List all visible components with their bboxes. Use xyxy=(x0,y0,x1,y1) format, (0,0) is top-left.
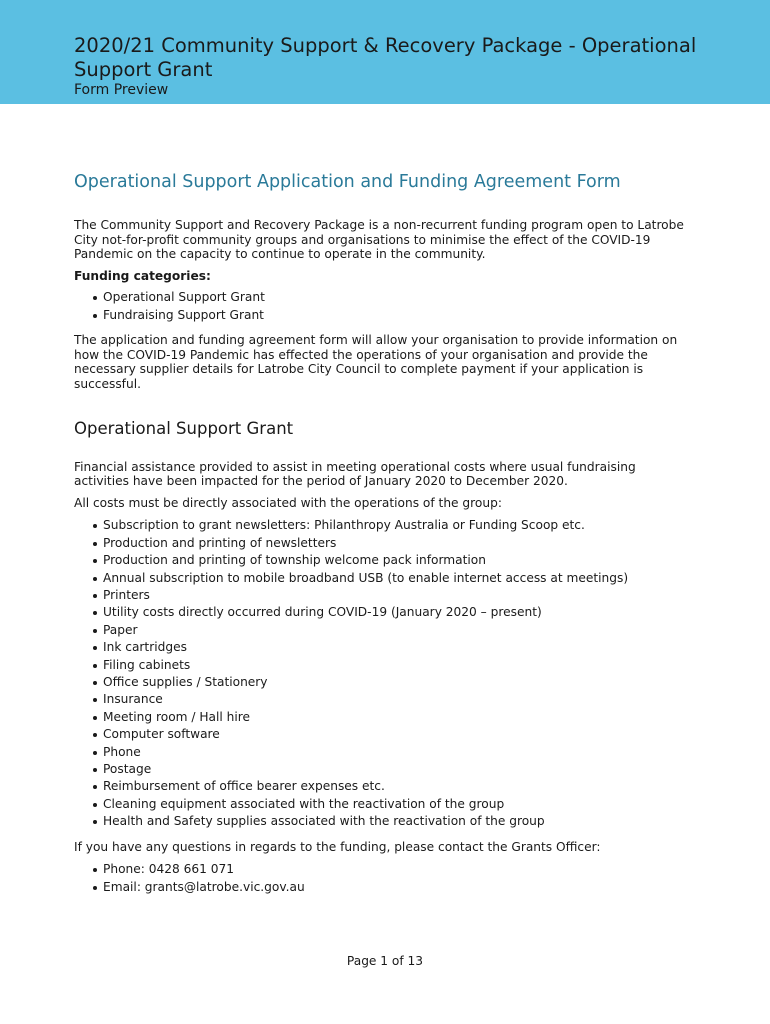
list-item-text: Printers xyxy=(103,587,150,602)
cost-item xyxy=(74,587,684,604)
list-item-text: Ink cartridges xyxy=(103,640,187,655)
cost-item xyxy=(74,796,684,813)
bullet-icon xyxy=(93,698,97,702)
list-item-text: Phone xyxy=(103,744,141,759)
cost-item xyxy=(74,570,684,587)
cost-item xyxy=(74,761,684,778)
bullet-icon xyxy=(93,785,97,789)
bullet-icon xyxy=(93,681,97,685)
cost-item xyxy=(74,778,684,795)
bullet-icon xyxy=(93,820,97,824)
contact-intro: If you have any questions in regards to the funding, please contact the Grants Officer: xyxy=(74,839,601,854)
list-item-text: Operational Support Grant xyxy=(103,290,265,305)
cost-item xyxy=(74,604,684,621)
list-item-text: Meeting room / Hall hire xyxy=(103,709,251,724)
cost-item xyxy=(74,517,684,534)
bullet-icon xyxy=(93,646,97,650)
list-item-text: Phone: 0428 661 071 xyxy=(103,862,235,877)
list-item-text: Computer software xyxy=(103,727,220,742)
bullet-icon xyxy=(93,611,97,615)
list-item-text: Postage xyxy=(103,762,152,777)
bullet-icon xyxy=(93,751,97,755)
cost-item xyxy=(74,744,684,761)
bullet-icon xyxy=(93,314,97,318)
list-item-text: Production and printing of township welcome pack information xyxy=(103,553,486,568)
bullet-icon xyxy=(93,716,97,720)
list-item-text: Insurance xyxy=(103,692,163,707)
bullet-icon xyxy=(93,577,97,581)
list-item-text: Annual subscription to mobile broadband USB (to enable internet access at meetings) xyxy=(103,570,629,585)
bullet-icon xyxy=(93,768,97,772)
cost-item xyxy=(74,813,684,830)
bullet-icon xyxy=(93,803,97,807)
bullet-icon xyxy=(93,542,97,546)
list-item-text: Cleaning equipment associated with the reactivation of the group xyxy=(103,796,505,811)
bullet-icon xyxy=(93,629,97,633)
bullet-icon xyxy=(93,559,97,563)
list-item-text: Subscription to grant newsletters: Philanthropy Australia or Funding Scoop etc. xyxy=(103,518,585,533)
list-item-text: Filing cabinets xyxy=(103,657,191,672)
page-subtitle: Form Preview xyxy=(74,82,169,98)
cost-item xyxy=(74,674,684,691)
bullet-icon xyxy=(93,594,97,598)
bullet-icon xyxy=(93,868,97,872)
categories-label: Funding categories: xyxy=(74,268,211,283)
cost-item xyxy=(74,726,684,743)
cost-item xyxy=(74,535,684,552)
list-item-text: Office supplies / Stationery xyxy=(103,675,268,689)
document-content xyxy=(74,170,684,905)
list-item-text: Paper xyxy=(103,622,138,637)
list-item-text: Fundraising Support Grant xyxy=(103,307,264,322)
intro-paragraph: The Community Support and Recovery Package is a non-recurrent funding program open to Latrobe City not-for-profit community groups and organisations to minimise the effect of the COVID-19 Pandemic on the capacity to continue to operate in the community. xyxy=(74,218,684,262)
cost-item xyxy=(74,657,684,674)
section-heading: Operational Support Grant xyxy=(74,418,294,438)
bullet-icon xyxy=(93,664,97,668)
category-item xyxy=(74,289,684,306)
list-item-text: Email: grants@latrobe.vic.gov.au xyxy=(103,879,305,894)
form-title: Operational Support Application and Funding Agreement Form xyxy=(74,172,621,192)
list-item-text: Health and Safety supplies associated with the reactivation of the group xyxy=(103,814,545,829)
cost-item xyxy=(74,552,684,569)
cost-item xyxy=(74,622,684,639)
page-number: Page 1 of 13 xyxy=(346,954,424,968)
categories-list xyxy=(74,289,684,324)
cost-item xyxy=(74,691,684,708)
agreement-paragraph: The application and funding agreement form will allow your organisation to provide information on how the COVID-19 Pandemic has effected the operations of your organisation and provide the necessary supplier details for Latrobe City Council to complete payment if your application is successful. xyxy=(74,333,678,391)
page-title: 2020/21 Community Support & Recovery Package - Operational Support Grant xyxy=(74,34,697,81)
costs-list xyxy=(74,517,684,830)
bullet-icon xyxy=(93,886,97,890)
cost-item xyxy=(74,709,684,726)
list-item-text: Utility costs directly occurred during COVID-19 (January 2020 – present) xyxy=(103,605,542,620)
contacts-list xyxy=(74,861,684,896)
list-item-text: Production and printing of newsletters xyxy=(103,535,337,550)
bullet-icon xyxy=(93,296,97,300)
bullet-icon xyxy=(93,524,97,528)
bullet-icon xyxy=(93,733,97,737)
description-paragraph: Financial assistance provided to assist in meeting operational costs where usual fundraising activities have been impacted for the period of January 2020 to December 2020. xyxy=(74,459,636,489)
costs-intro: All costs must be directly associated with the operations of the group: xyxy=(74,495,502,510)
contact-item xyxy=(74,861,684,878)
category-item xyxy=(74,307,684,324)
list-item-text: Reimbursement of office bearer expenses etc. xyxy=(103,779,385,794)
contact-item xyxy=(74,879,684,896)
cost-item xyxy=(74,639,684,656)
